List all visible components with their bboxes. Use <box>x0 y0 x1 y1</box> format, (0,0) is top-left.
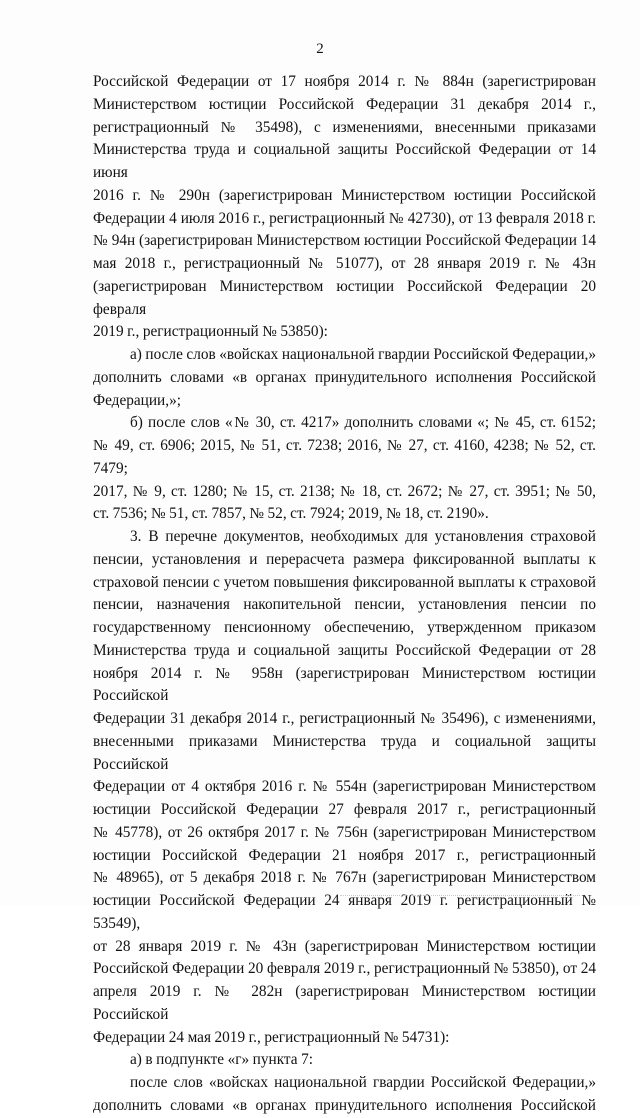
text-line: юстиции Российской Федерации 21 ноября 2017 г., регистрационный <box>93 846 596 864</box>
text-line: № 45778), от 26 октября 2017 г. № 756н (зарегистрирован Министерством <box>93 823 596 841</box>
text-line: дополнить словами «в органах принудительного исполнения Российской <box>93 368 596 386</box>
paragraph-after-words <box>93 1072 596 1118</box>
paragraph-continuation <box>93 71 596 344</box>
text-line: пенсии, установления и перерасчета размера фиксированной выплаты к <box>93 550 596 568</box>
text-line: Министерства труда и социальной защиты Российской Федерации от 28 <box>93 641 596 659</box>
text-line: б) после слов «№ 30, ст. 4217» дополнить словами «; № 45, ст. 6152; <box>130 414 596 432</box>
text-line: 2019 г., регистрационный № 53850): <box>93 323 328 341</box>
text-line: юстиции Российской Федерации 27 февраля 2017 г., регистрационный <box>93 801 596 818</box>
text-line: мая 2018 г., регистрационный № 51077), от 28 января 2019 г. № 43н <box>93 255 596 272</box>
paragraph-subitem-b <box>93 412 596 526</box>
text-line: № 49, ст. 6906; 2015, № 51, ст. 7238; 2016, № 27, ст. 4160, 4238; № 52, ст. 7479; <box>93 437 596 477</box>
text-line: внесенными приказами Министерства труда и социальной защиты Российской <box>93 732 596 773</box>
text-line: Министерством юстиции Российской Федерации 31 декабря 2014 г., <box>93 95 596 113</box>
paragraph-subitem-a <box>93 344 596 412</box>
text-line: дополнить словами «в органах принудительного исполнения Российской <box>93 1096 596 1114</box>
text-line: Российской Федерации от 17 ноября 2014 г. № 884н (зарегистрирован <box>93 73 596 90</box>
text-line: 2016 г. № 290н (зарегистрирован Министерством юстиции Российской <box>93 186 596 204</box>
text-line: регистрационный № 35498), с изменениями, внесенными приказами <box>93 118 596 136</box>
text-line: пенсии, назначения накопительной пенсии, установления пенсии по <box>93 596 596 614</box>
scan-artifact <box>340 895 580 899</box>
text-line: Российской Федерации 20 февраля 2019 г., регистрационный № 53850), от 24 <box>93 960 596 978</box>
text-line: государственному пенсионному обеспечению, утвержденном приказом <box>93 619 596 636</box>
text-line: 2017, № 9, ст. 1280; № 15, ст. 2138; № 18, ст. 2672; № 27, ст. 3951; № 50, <box>93 482 596 500</box>
text-line: Федерации,»; <box>93 391 181 409</box>
text-line: а) в подпункте «г» пункта 7: <box>130 1051 314 1069</box>
text-line: Федерации от 4 октября 2016 г. № 554н (зарегистрирован Министерством <box>93 778 596 796</box>
text-line: Федерации 24 мая 2019 г., регистрационный № 54731): <box>93 1028 450 1046</box>
text-line: 3. В перечне документов, необходимых для установления страховой <box>130 528 596 545</box>
text-line: ст. 7536; № 51, ст. 7857, № 52, ст. 7924; 2019, № 18, ст. 2190». <box>93 505 489 523</box>
page-number: 2 <box>316 41 324 57</box>
document-body <box>93 71 596 1118</box>
text-line: после слов «войсках национальной гвардии Российской Федерации,» <box>130 1074 596 1091</box>
text-line: ноября 2014 г. № 958н (зарегистрирован Министерством юстиции Российской <box>93 664 596 705</box>
text-line: страховой пенсии с учетом повышения фиксированной выплаты к страховой <box>93 573 596 591</box>
text-line: от 28 января 2019 г. № 43н (зарегистрирован Министерством юстиции <box>93 937 596 955</box>
paragraph-item-3 <box>93 526 596 1049</box>
paragraph-subitem-a-item-7 <box>93 1049 596 1072</box>
text-line: Федерации 31 декабря 2014 г., регистрационный № 35496), с изменениями, <box>93 710 596 727</box>
text-line: № 94н (зарегистрирован Министерством юстиции Российской Федерации 14 <box>93 232 596 250</box>
text-line: № 48965), от 5 декабря 2018 г. № 767н (зарегистрирован Министерством <box>93 869 596 887</box>
text-line: а) после слов «войсках национальной гвардии Российской Федерации,» <box>130 346 596 363</box>
text-line: юстиции Российской Федерации 24 января 2019 г. регистрационный № 53549), <box>93 892 596 932</box>
text-line: Министерства труда и социальной защиты Российской Федерации от 14 июня <box>93 141 596 181</box>
text-line: Федерации 4 июля 2016 г., регистрационный № 42730), от 13 февраля 2018 г. <box>93 209 596 227</box>
text-line: апреля 2019 г. № 282н (зарегистрирован Министерством юстиции Российской <box>93 983 596 1023</box>
text-line: (зарегистрирован Министерством юстиции Российской Федерации 20 февраля <box>93 277 596 318</box>
